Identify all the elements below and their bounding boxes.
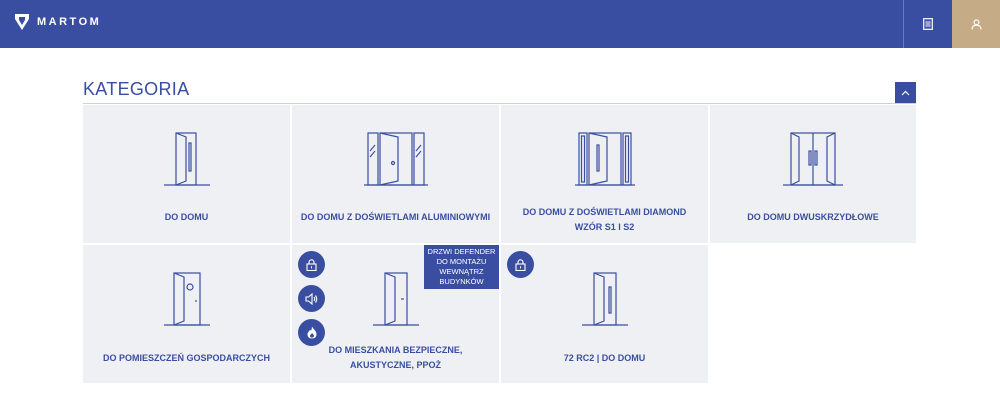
top-bar: [0, 0, 1000, 48]
brand-name: MARTOM: [37, 16, 102, 28]
sound-icon: [305, 293, 318, 305]
chevron-up-icon: [901, 90, 910, 96]
door-with-aluminium-sidelights-icon: [364, 129, 428, 191]
martom-logo-icon: [14, 13, 30, 31]
brand-logo[interactable]: [14, 13, 101, 31]
door-with-diamond-sidelights-icon: [573, 129, 637, 191]
apartment-door-icon: [371, 269, 421, 331]
category-tile[interactable]: [83, 105, 290, 243]
lock-icon: [306, 259, 317, 271]
category-label: DO DOMU Z DOŚWIETLAMI DIAMOND WZÓR S1 I S2: [522, 207, 687, 232]
collapse-button[interactable]: [895, 82, 916, 103]
category-label: 72 RC2 | DO DOMU: [563, 353, 646, 363]
section-title: KATEGORIA: [83, 79, 190, 99]
fire-badge: [298, 319, 325, 346]
account-button[interactable]: [952, 0, 1000, 48]
category-tile[interactable]: [501, 245, 708, 383]
section-divider: [83, 103, 916, 104]
category-label: DO POMIESZCZEŃ GOSPODARCZYCH: [102, 353, 270, 363]
document-icon: [923, 18, 933, 30]
category-tile[interactable]: [292, 105, 499, 243]
single-door-icon: [162, 129, 212, 191]
lock-icon: [515, 259, 526, 271]
documents-button[interactable]: [903, 0, 952, 48]
category-label: DO DOMU Z DOŚWIETLAMI ALUMINIOWYMI: [300, 212, 491, 222]
user-icon: [971, 19, 982, 30]
utility-door-icon: [162, 269, 212, 331]
category-tile[interactable]: [710, 105, 916, 243]
rc2-door-icon: [580, 269, 630, 331]
category-tile[interactable]: [83, 245, 290, 383]
security-badge: [298, 251, 325, 278]
category-label: DO MIESZKANIA BEZPIECZNE, AKUSTYCZNE, PPOŻ: [328, 345, 463, 370]
security-badge: [507, 251, 534, 278]
category-label: DO DOMU: [164, 212, 209, 222]
defender-note: DRZWI DEFENDER DO MONTAŻU WEWNĄTRZ BUDYNKÓW: [424, 245, 499, 289]
category-tile[interactable]: [501, 105, 708, 243]
double-door-icon: [781, 129, 845, 191]
fire-icon: [307, 326, 317, 339]
acoustic-badge: [298, 285, 325, 312]
category-label: DO DOMU DWUSKRZYDŁOWE: [747, 212, 879, 222]
